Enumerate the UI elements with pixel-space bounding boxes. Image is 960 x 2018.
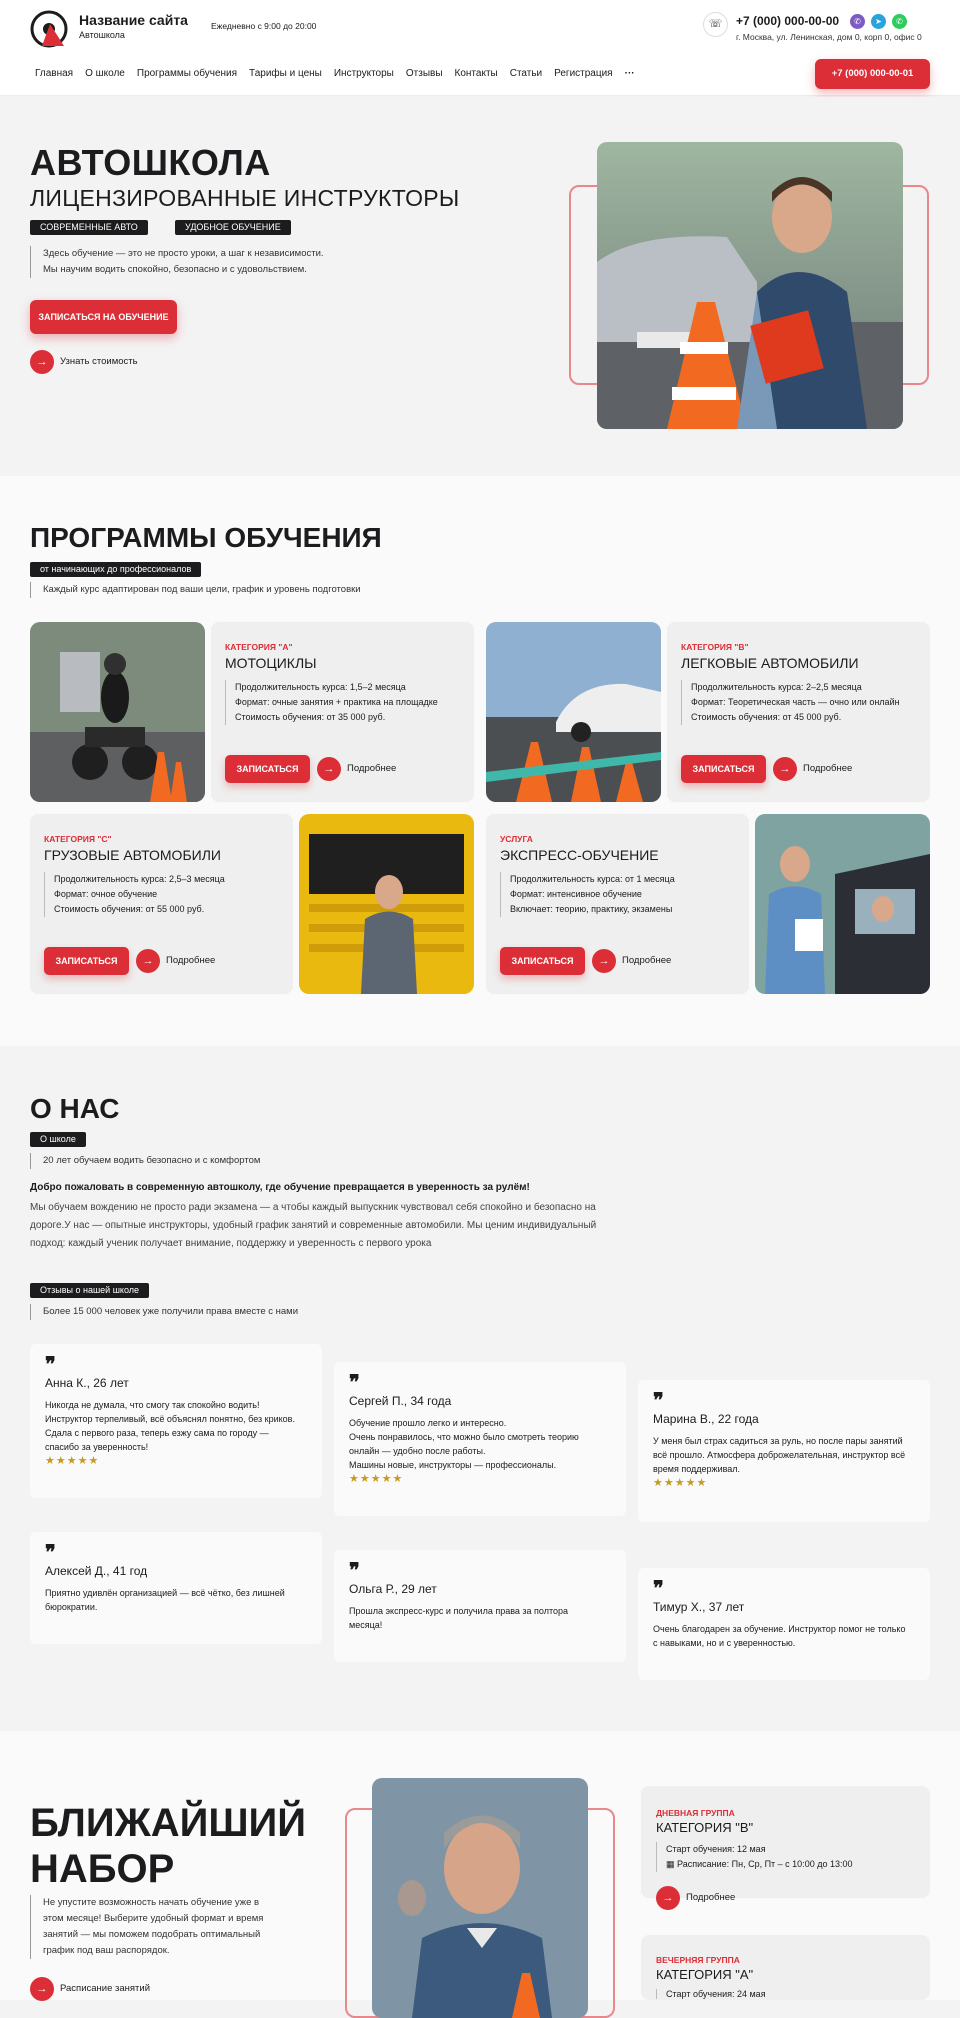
instructor-car-photo	[755, 814, 930, 994]
card-duration: Продолжительность курса: 2,5–3 месяца	[54, 874, 225, 884]
arrow-right-icon[interactable]: →	[773, 757, 797, 781]
review-author: Марина В., 22 года	[653, 1412, 759, 1426]
enroll-instructor-photo	[372, 1778, 588, 2018]
enrollment-title-line: БЛИЖАЙШИЙ	[30, 1801, 307, 1845]
address: г. Москва, ул. Ленинская, дом 0, корп 0, офис 0	[736, 32, 922, 42]
arrow-right-icon[interactable]: →	[656, 1886, 680, 1910]
review-card	[334, 1550, 626, 1662]
card-price: Стоимость обучения: от 35 000 руб.	[235, 712, 386, 722]
rating-stars: ★★★★★	[45, 1455, 100, 1467]
program-card-express	[486, 814, 749, 994]
card-price: Стоимость обучения: от 45 000 руб.	[691, 712, 842, 722]
quote-icon: ❞	[653, 1390, 664, 1412]
rating-stars: ★★★★★	[349, 1473, 404, 1485]
review-card	[30, 1532, 322, 1644]
truck-photo	[299, 814, 474, 994]
hero-desc-line: Мы научим водить спокойно, безопасно и с удовольствием.	[43, 264, 307, 275]
phone-icon[interactable]: ☏	[703, 12, 728, 37]
review-card	[638, 1568, 930, 1680]
telegram-icon[interactable]: ➤	[871, 14, 886, 29]
hero-tag-convenient: УДОБНОЕ ОБУЧЕНИЕ	[175, 220, 291, 235]
card-info	[225, 680, 438, 725]
about-text-line: подход: каждый ученик получает внимание, поддержку и уверенность с первого урока	[30, 1238, 432, 1249]
calendar-icon: ▦	[666, 1859, 678, 1869]
nav-item-articles[interactable]: Статьи	[509, 68, 543, 79]
card-more-link[interactable]: Подробнее	[166, 955, 216, 966]
nav-item-contacts[interactable]: Контакты	[454, 68, 498, 79]
reviews-tag: Отзывы о нашей школе	[30, 1283, 149, 1298]
quote-icon: ❞	[653, 1578, 664, 1600]
nav-item-reviews[interactable]: Отзывы	[405, 68, 443, 79]
card-format: Формат: очное обучение	[54, 889, 158, 899]
rating-stars: ★★★★★	[653, 1477, 708, 1489]
card-price: Стоимость обучения: от 55 000 руб.	[54, 904, 205, 914]
enrollment-description: Не упустите возможность начать обучение уже в этом месяце! Выберите удобный формат и время занятий — мы поможем подобрать оптимальный график под ваш распорядок.	[30, 1895, 300, 1959]
viber-icon[interactable]: ✆	[850, 14, 865, 29]
review-text: У меня был страх садиться за руль, но после пары занятий всё прошло. Атмосфера доброжелательная, инструктор всё время поддерживал.	[653, 1436, 906, 1474]
review-card	[30, 1344, 322, 1498]
card-title: ГРУЗОВЫЕ АВТОМОБИЛИ	[44, 847, 221, 863]
motorcycle-photo	[30, 622, 205, 802]
nav-item-home[interactable]: Главная	[35, 68, 74, 79]
enrollment-title	[30, 1800, 306, 1892]
enroll-button[interactable]: ЗАПИСАТЬСЯ НА ОБУЧЕНИЕ	[30, 300, 177, 334]
hero-description	[30, 246, 370, 278]
card-more-link[interactable]: Подробнее	[803, 763, 853, 774]
review-text: Никогда не думала, что смогу так спокойно водить! Инструктор терпеливый, всё объяснял понятно, без криков. Сдала с первого раза, теперь езжу сама по городу — спасибо за уверенность!	[45, 1400, 295, 1452]
about-text	[30, 1199, 650, 1253]
nav-more-icon[interactable]: ···	[624, 68, 635, 79]
card-title: ЭКСПРЕСС-ОБУЧЕНИЕ	[500, 847, 659, 863]
card-title: ЛЕГКОВЫЕ АВТОМОБИЛИ	[681, 655, 859, 671]
phone-number[interactable]: +7 (000) 000-00-00	[736, 14, 840, 28]
group-more-link[interactable]: Подробнее	[686, 1892, 736, 1903]
card-format: Формат: Теоретическая часть — очно или онлайн	[691, 697, 900, 707]
schedule-link[interactable]: Расписание занятий	[60, 1983, 151, 1994]
hero-subtitle: ЛИЦЕНЗИРОВАННЫЕ ИНСТРУКТОРЫ	[30, 185, 460, 211]
review-card	[334, 1362, 626, 1516]
card-info	[500, 872, 675, 917]
hero-title: АВТОШКОЛА	[30, 142, 271, 183]
quote-icon: ❞	[45, 1542, 56, 1564]
arrow-right-icon[interactable]: →	[136, 949, 160, 973]
about-title: О НАС	[30, 1093, 120, 1124]
group-start: Старт обучения: 24 мая	[656, 1989, 766, 1999]
group-card-evening	[641, 1935, 930, 2000]
review-text: Обучение прошло легко и интересно. Очень понравилось, что можно было смотреть теорию онлайн — удобно после работы. Машины новые, инструкторы — профессионалы.	[349, 1418, 579, 1470]
group-start: Старт обучения: 12 мая	[666, 1844, 766, 1854]
card-duration: Продолжительность курса: 1,5–2 месяца	[235, 682, 406, 692]
review-author: Ольга Р., 29 лет	[349, 1582, 437, 1596]
group-card-day	[641, 1786, 930, 1904]
group-category: КАТЕГОРИЯ "В"	[656, 1820, 754, 1835]
review-author: Алексей Д., 41 год	[45, 1564, 148, 1578]
hero-instructor-photo	[597, 142, 903, 429]
car-photo	[486, 622, 661, 802]
nav-item-prices[interactable]: Тарифы и цены	[249, 68, 322, 79]
whatsapp-icon[interactable]: ✆	[892, 14, 907, 29]
review-author: Сергей П., 34 года	[349, 1394, 452, 1408]
group-info	[656, 1842, 852, 1872]
about-text-line: дороге.У нас — опытные инструкторы, удобный график занятий и современные автомобили. Мы ценим индивидуальный	[30, 1220, 597, 1231]
card-includes: Включает: теорию, практику, экзамены	[510, 904, 673, 914]
quote-icon: ❞	[349, 1560, 360, 1582]
card-format: Формат: очные занятия + практика на площадке	[235, 697, 438, 707]
programs-tag: от начинающих до профессионалов	[30, 562, 201, 577]
site-header	[0, 0, 960, 96]
nav-item-about[interactable]: О школе	[85, 68, 125, 79]
group-label: ВЕЧЕРНЯЯ ГРУППА	[656, 1955, 740, 1965]
review-text: Очень благодарен за обучение. Инструктор помог не только с навыками, но и с уверенностью.	[653, 1624, 906, 1648]
card-category: КАТЕГОРИЯ "С"	[44, 834, 112, 844]
review-text: Прошла экспресс-курс и получила права за полтора месяца!	[349, 1606, 569, 1630]
program-card-moto	[211, 622, 474, 802]
card-enroll-button[interactable]: ЗАПИСАТЬСЯ	[500, 947, 585, 975]
site-subtitle: Автошкола	[79, 30, 125, 40]
arrow-right-icon[interactable]: →	[30, 1977, 54, 2001]
arrow-right-icon[interactable]: →	[592, 949, 616, 973]
hero-desc-line: Здесь обучение — это не просто уроки, а шаг к независимости.	[43, 248, 324, 259]
logo-icon[interactable]	[30, 10, 68, 48]
about-description: 20 лет обучаем водить безопасно и с комфортом	[30, 1153, 430, 1169]
group-label: ДНЕВНАЯ ГРУППА	[656, 1808, 735, 1818]
about-lead: Добро пожаловать в современную автошколу, где обучение превращается в уверенность за рулём!	[30, 1182, 530, 1193]
quote-icon: ❞	[349, 1372, 360, 1394]
price-link[interactable]: Узнать стоимость	[60, 356, 138, 367]
main-nav	[35, 68, 635, 79]
working-hours: Ежедневно с 9:00 до 20:00	[211, 21, 317, 31]
programs-title: ПРОГРАММЫ ОБУЧЕНИЯ	[30, 522, 382, 553]
card-category: УСЛУГА	[500, 834, 533, 844]
card-more-link[interactable]: Подробнее	[622, 955, 672, 966]
card-enroll-button[interactable]: ЗАПИСАТЬСЯ	[681, 755, 766, 783]
nav-item-programs[interactable]: Программы обучения	[136, 68, 238, 79]
card-format: Формат: интенсивное обучение	[510, 889, 642, 899]
arrow-right-icon[interactable]: →	[317, 757, 341, 781]
card-info	[681, 680, 900, 725]
nav-item-instructors[interactable]: Инструкторы	[333, 68, 394, 79]
reviews-description: Более 15 000 человек уже получили права вместе с нами	[30, 1304, 430, 1320]
programs-description: Каждый курс адаптирован под ваши цели, график и уровень подготовки	[30, 582, 430, 598]
hero-tag-modern-cars: СОВРЕМЕННЫЕ АВТО	[30, 220, 148, 235]
program-card-truck	[30, 814, 293, 994]
card-more-link[interactable]: Подробнее	[347, 763, 397, 774]
card-category: КАТЕГОРИЯ "В"	[681, 642, 749, 652]
program-card-car	[667, 622, 930, 802]
enrollment-title-line: НАБОР	[30, 1847, 175, 1891]
arrow-right-icon[interactable]: →	[30, 350, 54, 374]
review-text: Приятно удивлён организацией — всё чётко, без лишней бюрократии.	[45, 1588, 285, 1612]
about-text-line: Мы обучаем вождению не просто ради экзамена — а чтобы каждый выпускник чувствовал себя спокойно и безопасно на	[30, 1202, 596, 1213]
card-duration: Продолжительность курса: 2–2,5 месяца	[691, 682, 862, 692]
about-tag: О школе	[30, 1132, 86, 1147]
review-card	[638, 1380, 930, 1522]
quote-icon: ❞	[45, 1354, 56, 1376]
review-author: Тимур Х., 37 лет	[653, 1600, 745, 1614]
site-name[interactable]: Название сайта	[79, 12, 188, 28]
card-duration: Продолжительность курса: от 1 месяца	[510, 874, 675, 884]
group-category: КАТЕГОРИЯ "А"	[656, 1967, 754, 1982]
card-category: КАТЕГОРИЯ "А"	[225, 642, 293, 652]
review-author: Анна К., 26 лет	[45, 1376, 129, 1390]
card-enroll-button[interactable]: ЗАПИСАТЬСЯ	[225, 755, 310, 783]
nav-item-registration[interactable]: Регистрация	[554, 68, 613, 79]
card-enroll-button[interactable]: ЗАПИСАТЬСЯ	[44, 947, 129, 975]
card-info	[44, 872, 225, 917]
header-phone-button[interactable]: +7 (000) 000-00-01	[815, 59, 930, 89]
card-title: МОТОЦИКЛЫ	[225, 655, 317, 671]
group-schedule: ▦ Расписание: Пн, Ср, Пт – с 10:00 до 13:00	[666, 1859, 853, 1869]
